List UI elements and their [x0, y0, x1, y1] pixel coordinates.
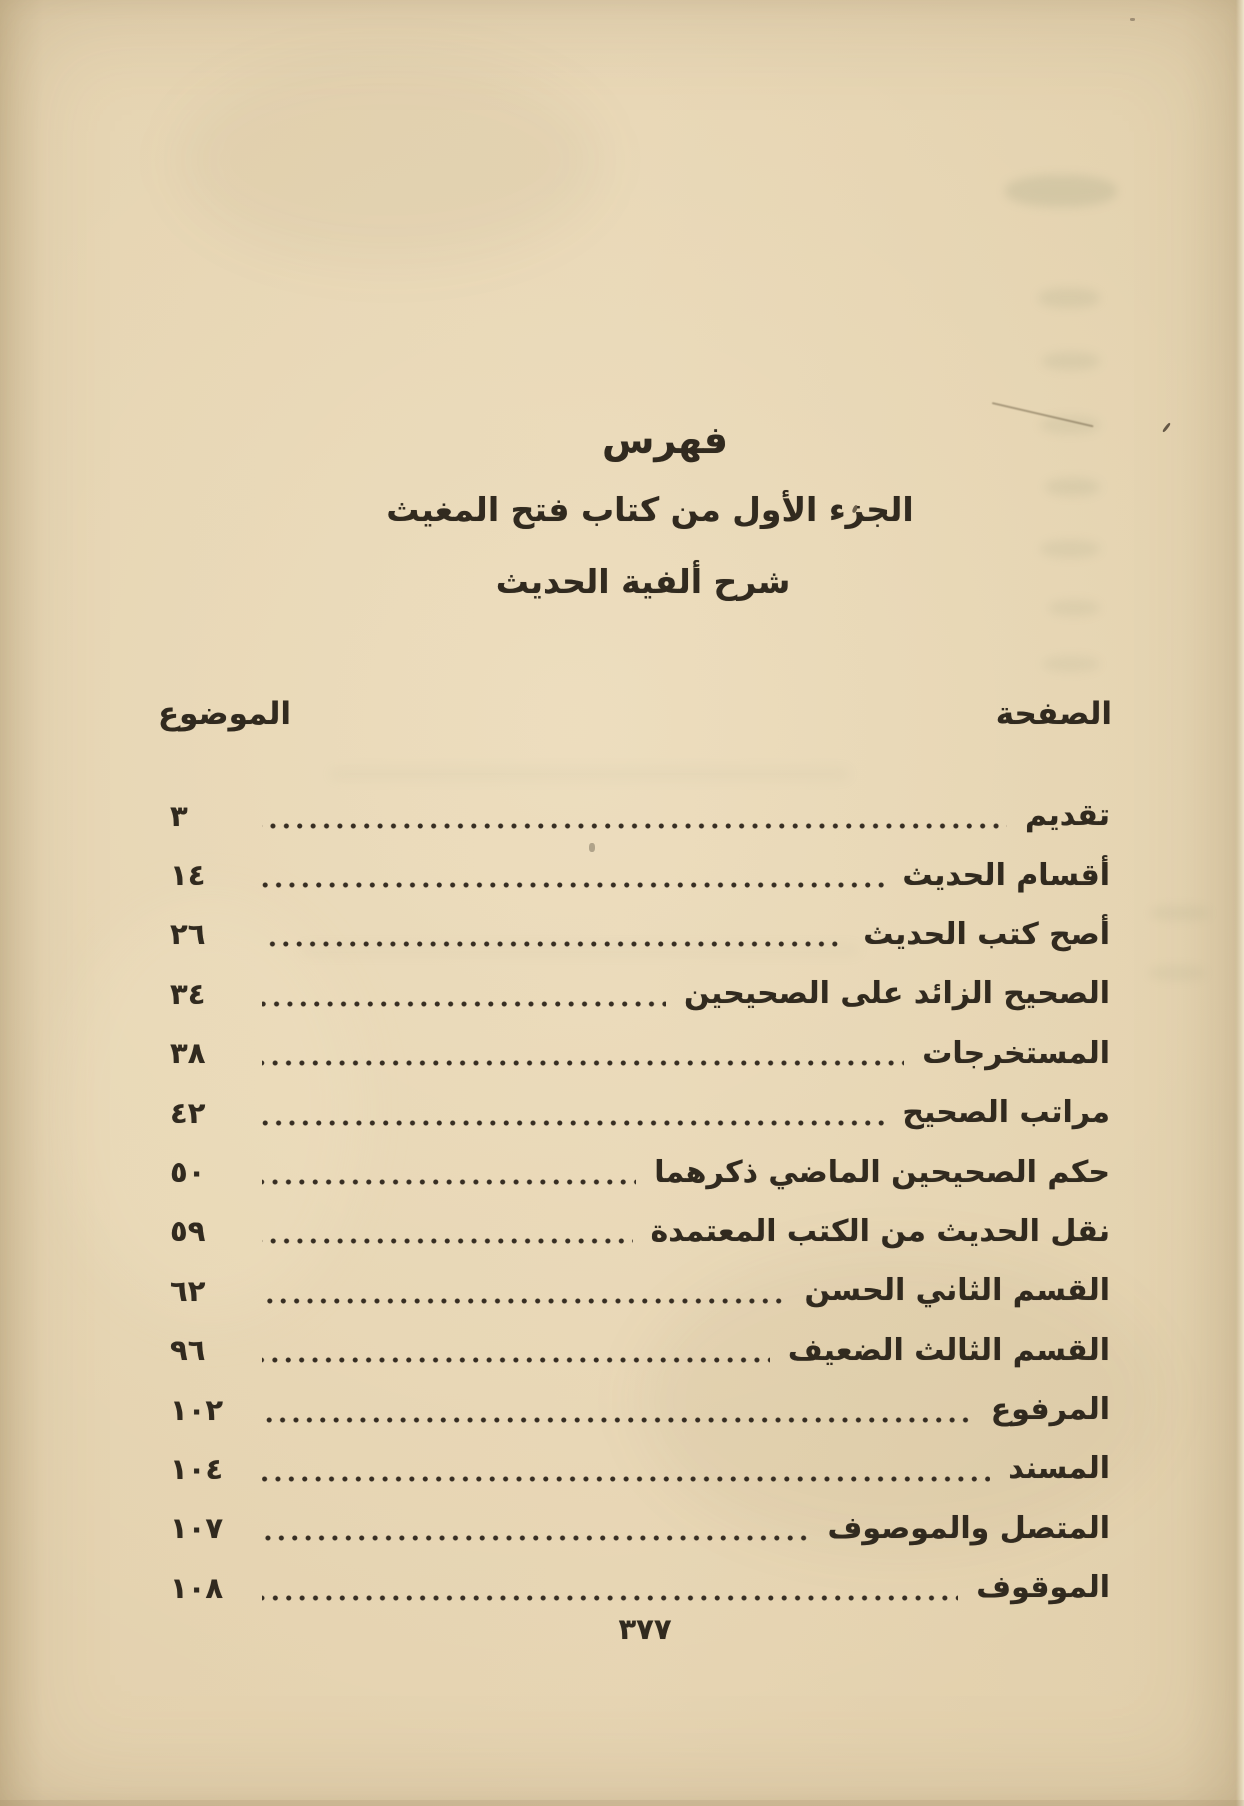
toc-subtitle-book: شرح ألفية الحديث — [495, 562, 791, 601]
toc-entry-topic: المستخرجات — [922, 1035, 1110, 1071]
toc-entry-page-number: ١٠٧ — [170, 1511, 224, 1546]
toc-entry-topic: أقسام الحديث — [902, 857, 1110, 893]
toc-entry-page-number: ٩٦ — [170, 1333, 206, 1368]
toc-entry-page-number: ٣٤ — [170, 976, 206, 1011]
toc-entry-topic: حكم الصحيحين الماضي ذكرهما — [654, 1154, 1110, 1190]
toc-entry-page-number: ١٤ — [170, 858, 206, 893]
toc-entry-topic: الموقوف — [976, 1570, 1110, 1606]
toc-entry-row — [168, 1142, 1110, 1201]
toc-title: فهرس — [601, 418, 729, 462]
toc-list — [168, 786, 1110, 1617]
toc-entry-topic: المتصل والموصوف — [827, 1510, 1110, 1546]
toc-entry-topic: تقديم — [1025, 798, 1110, 834]
dot-leader — [262, 882, 884, 888]
toc-entry-row — [168, 1261, 1110, 1320]
toc-entry-page-number: ٦٢ — [170, 1273, 206, 1308]
toc-entry-row — [168, 786, 1110, 845]
toc-entry-page-number: ١٠٨ — [170, 1570, 224, 1605]
dot-leader — [262, 1060, 904, 1066]
dot-leader — [262, 823, 1007, 829]
toc-entry-page-number: ١٠٢ — [170, 1392, 224, 1427]
toc-entry-topic: المرفوع — [990, 1392, 1110, 1428]
toc-entry-topic: نقل الحديث من الكتب المعتمدة — [650, 1213, 1110, 1249]
toc-entry-page-number: ٤٢ — [170, 1095, 206, 1130]
page-number: ٣٧٧ — [618, 1612, 672, 1646]
toc-entry-row — [168, 905, 1110, 964]
toc-entry-topic: المسند — [1008, 1451, 1110, 1487]
dot-leader — [262, 1476, 990, 1482]
header-page-label: الصفحة — [995, 696, 1112, 732]
dot-leader — [262, 941, 845, 947]
toc-entry-page-number: ٣ — [170, 798, 188, 833]
toc-entry-row — [168, 1321, 1110, 1380]
toc-entry-page-number: ٢٦ — [170, 917, 206, 952]
toc-entry-page-number: ٣٨ — [170, 1036, 206, 1071]
dot-leader — [262, 1120, 884, 1126]
toc-entry-row — [168, 1558, 1110, 1617]
toc-entry-topic: الصحيح الزائد على الصحيحين — [684, 976, 1110, 1012]
toc-entry-row — [168, 1439, 1110, 1498]
toc-entry-topic: أصح كتب الحديث — [863, 916, 1110, 952]
toc-entry-page-number: ٥٩ — [170, 1214, 206, 1249]
toc-header-row — [158, 696, 1112, 732]
toc-subtitle-part: الجزء الأول من كتاب فتح المغيث — [386, 490, 914, 529]
toc-entry-row — [168, 1083, 1110, 1142]
dot-leader — [262, 1535, 810, 1541]
dot-leader — [262, 1179, 636, 1185]
toc-entry-row — [168, 964, 1110, 1023]
toc-entry-row — [168, 1499, 1110, 1558]
dot-leader — [262, 1357, 770, 1363]
toc-entry-topic: مراتب الصحيح — [902, 1095, 1110, 1131]
toc-entry-row — [168, 845, 1110, 904]
dot-leader — [262, 1238, 633, 1244]
toc-entry-page-number: ٥٠ — [170, 1155, 206, 1190]
toc-entry-row — [168, 1202, 1110, 1261]
dot-leader — [262, 1001, 666, 1007]
toc-entry-row — [168, 1024, 1110, 1083]
dot-leader — [262, 1298, 787, 1304]
toc-entry-page-number: ١٠٤ — [170, 1451, 224, 1486]
dot-leader — [262, 1595, 958, 1601]
toc-entry-topic: القسم الثاني الحسن — [804, 1273, 1110, 1309]
toc-entry-topic: القسم الثالث الضعيف — [787, 1332, 1110, 1368]
header-topic-label: الموضوع — [158, 696, 292, 732]
dot-leader — [262, 1417, 973, 1423]
toc-entry-row — [168, 1380, 1110, 1439]
